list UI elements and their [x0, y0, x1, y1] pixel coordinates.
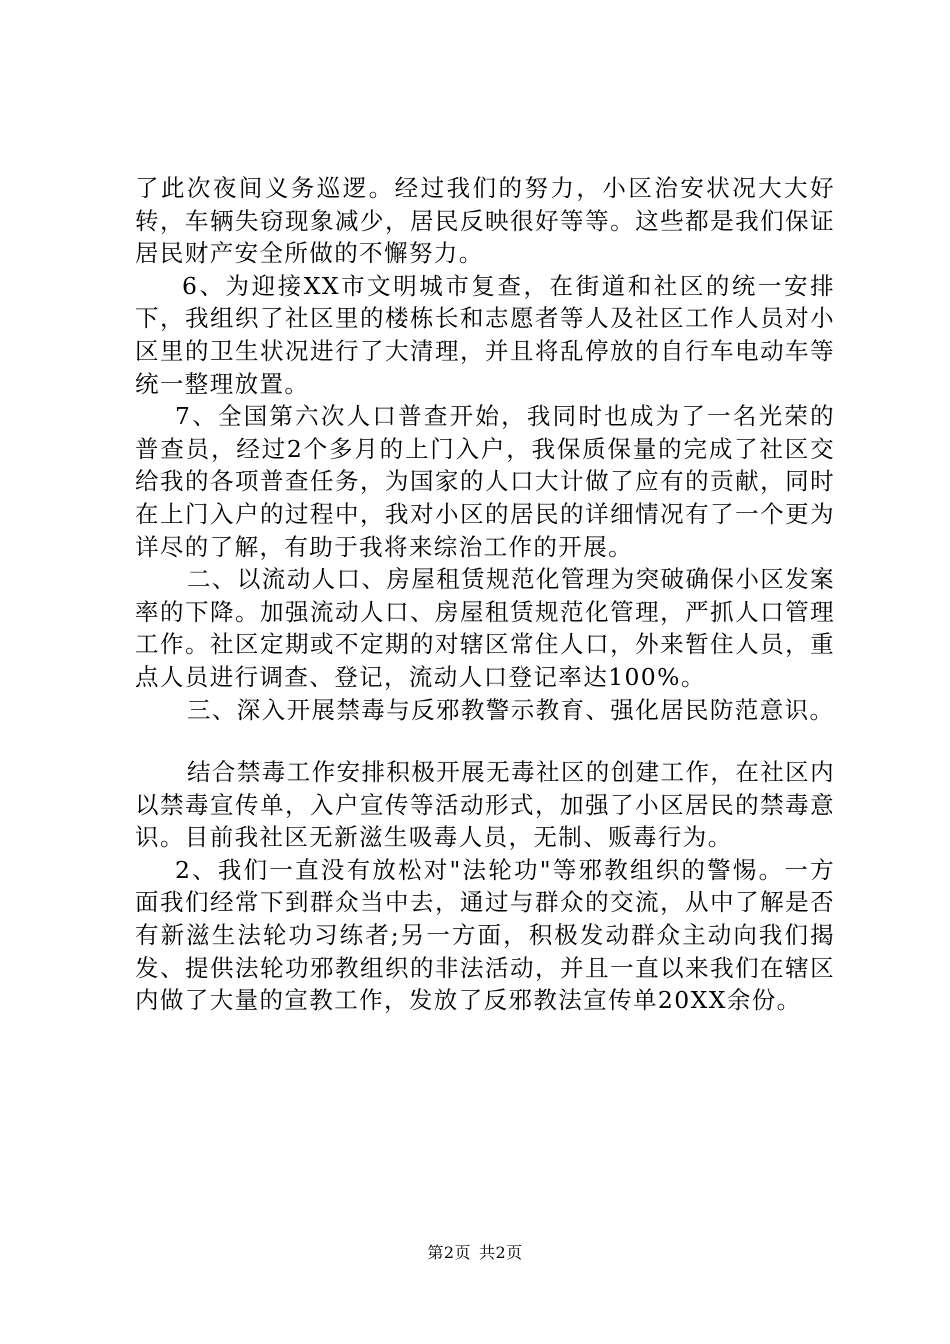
document-body: [135, 172, 835, 1017]
page-footer: [0, 1243, 950, 1263]
paragraph-patrol-result: 了此次夜间义务巡逻。经过我们的努力，小区治安状况大大好转，车辆失窃现象减少，居民反映很好等等。这些都是我们保证居民财产安全所做的不懈努力。: [135, 174, 835, 268]
paragraph-item-7: 7、全国第六次人口普查开始，我同时也成为了一名光荣的普查员，经过2个多月的上门入户，我保质保量的完成了社区交给我的各项普查任务，为国家的人口大计做了应有的贡献，同时在上门入户的过程中，我对小区的居民的详细情况有了一个更为详尽的了解，有助于我将来综治工作的开展。: [135, 402, 835, 561]
paragraph-item-6: 6、为迎接XX市文明城市复查，在街道和社区的统一安排下，我组织了社区里的楼栋长和志愿者等人及社区工作人员对小区里的卫生状况进行了大清理，并且将乱停放的自行车电动车等统一整理放置。: [135, 271, 835, 398]
paragraph-drug-prevention: 结合禁毒工作安排积极开展无毒社区的创建工作，在社区内以禁毒宣传单，入户宣传等活动形式，加强了小区居民的禁毒意识。目前我社区无新滋生吸毒人员，无制、贩毒行为。: [135, 758, 835, 852]
page-number-current: 第2页: [427, 1243, 471, 1262]
paragraph-section-2: 二、以流动人口、房屋租赁规范化管理为突破确保小区发案率的下降。加强流动人口、房屋租赁规范化管理，严抓人口管理工作。社区定期或不定期的对辖区常住人口，外来暂住人员，重点人员进行调查、登记，流动人口登记率达100%。: [135, 565, 835, 691]
paragraph-item-2-cult-vigilance: 2、我们一直没有放松对"法轮功"等邪教组织的警惕。一方面我们经常下到群众当中去，通过与群众的交流，从中了解是否有新滋生法轮功习练者;另一方面，积极发动群众主动向我们揭发、提供法轮功邪教组织的非法活动，并且一直以来我们在辖区内做了大量的宣教工作，发放了反邪教法宣传单20XX余份。: [135, 855, 835, 1015]
page-number-total: 共2页: [479, 1243, 523, 1262]
paragraph-section-3-heading: 三、深入开展禁毒与反邪教警示教育、强化居民防范意识。: [187, 695, 835, 724]
